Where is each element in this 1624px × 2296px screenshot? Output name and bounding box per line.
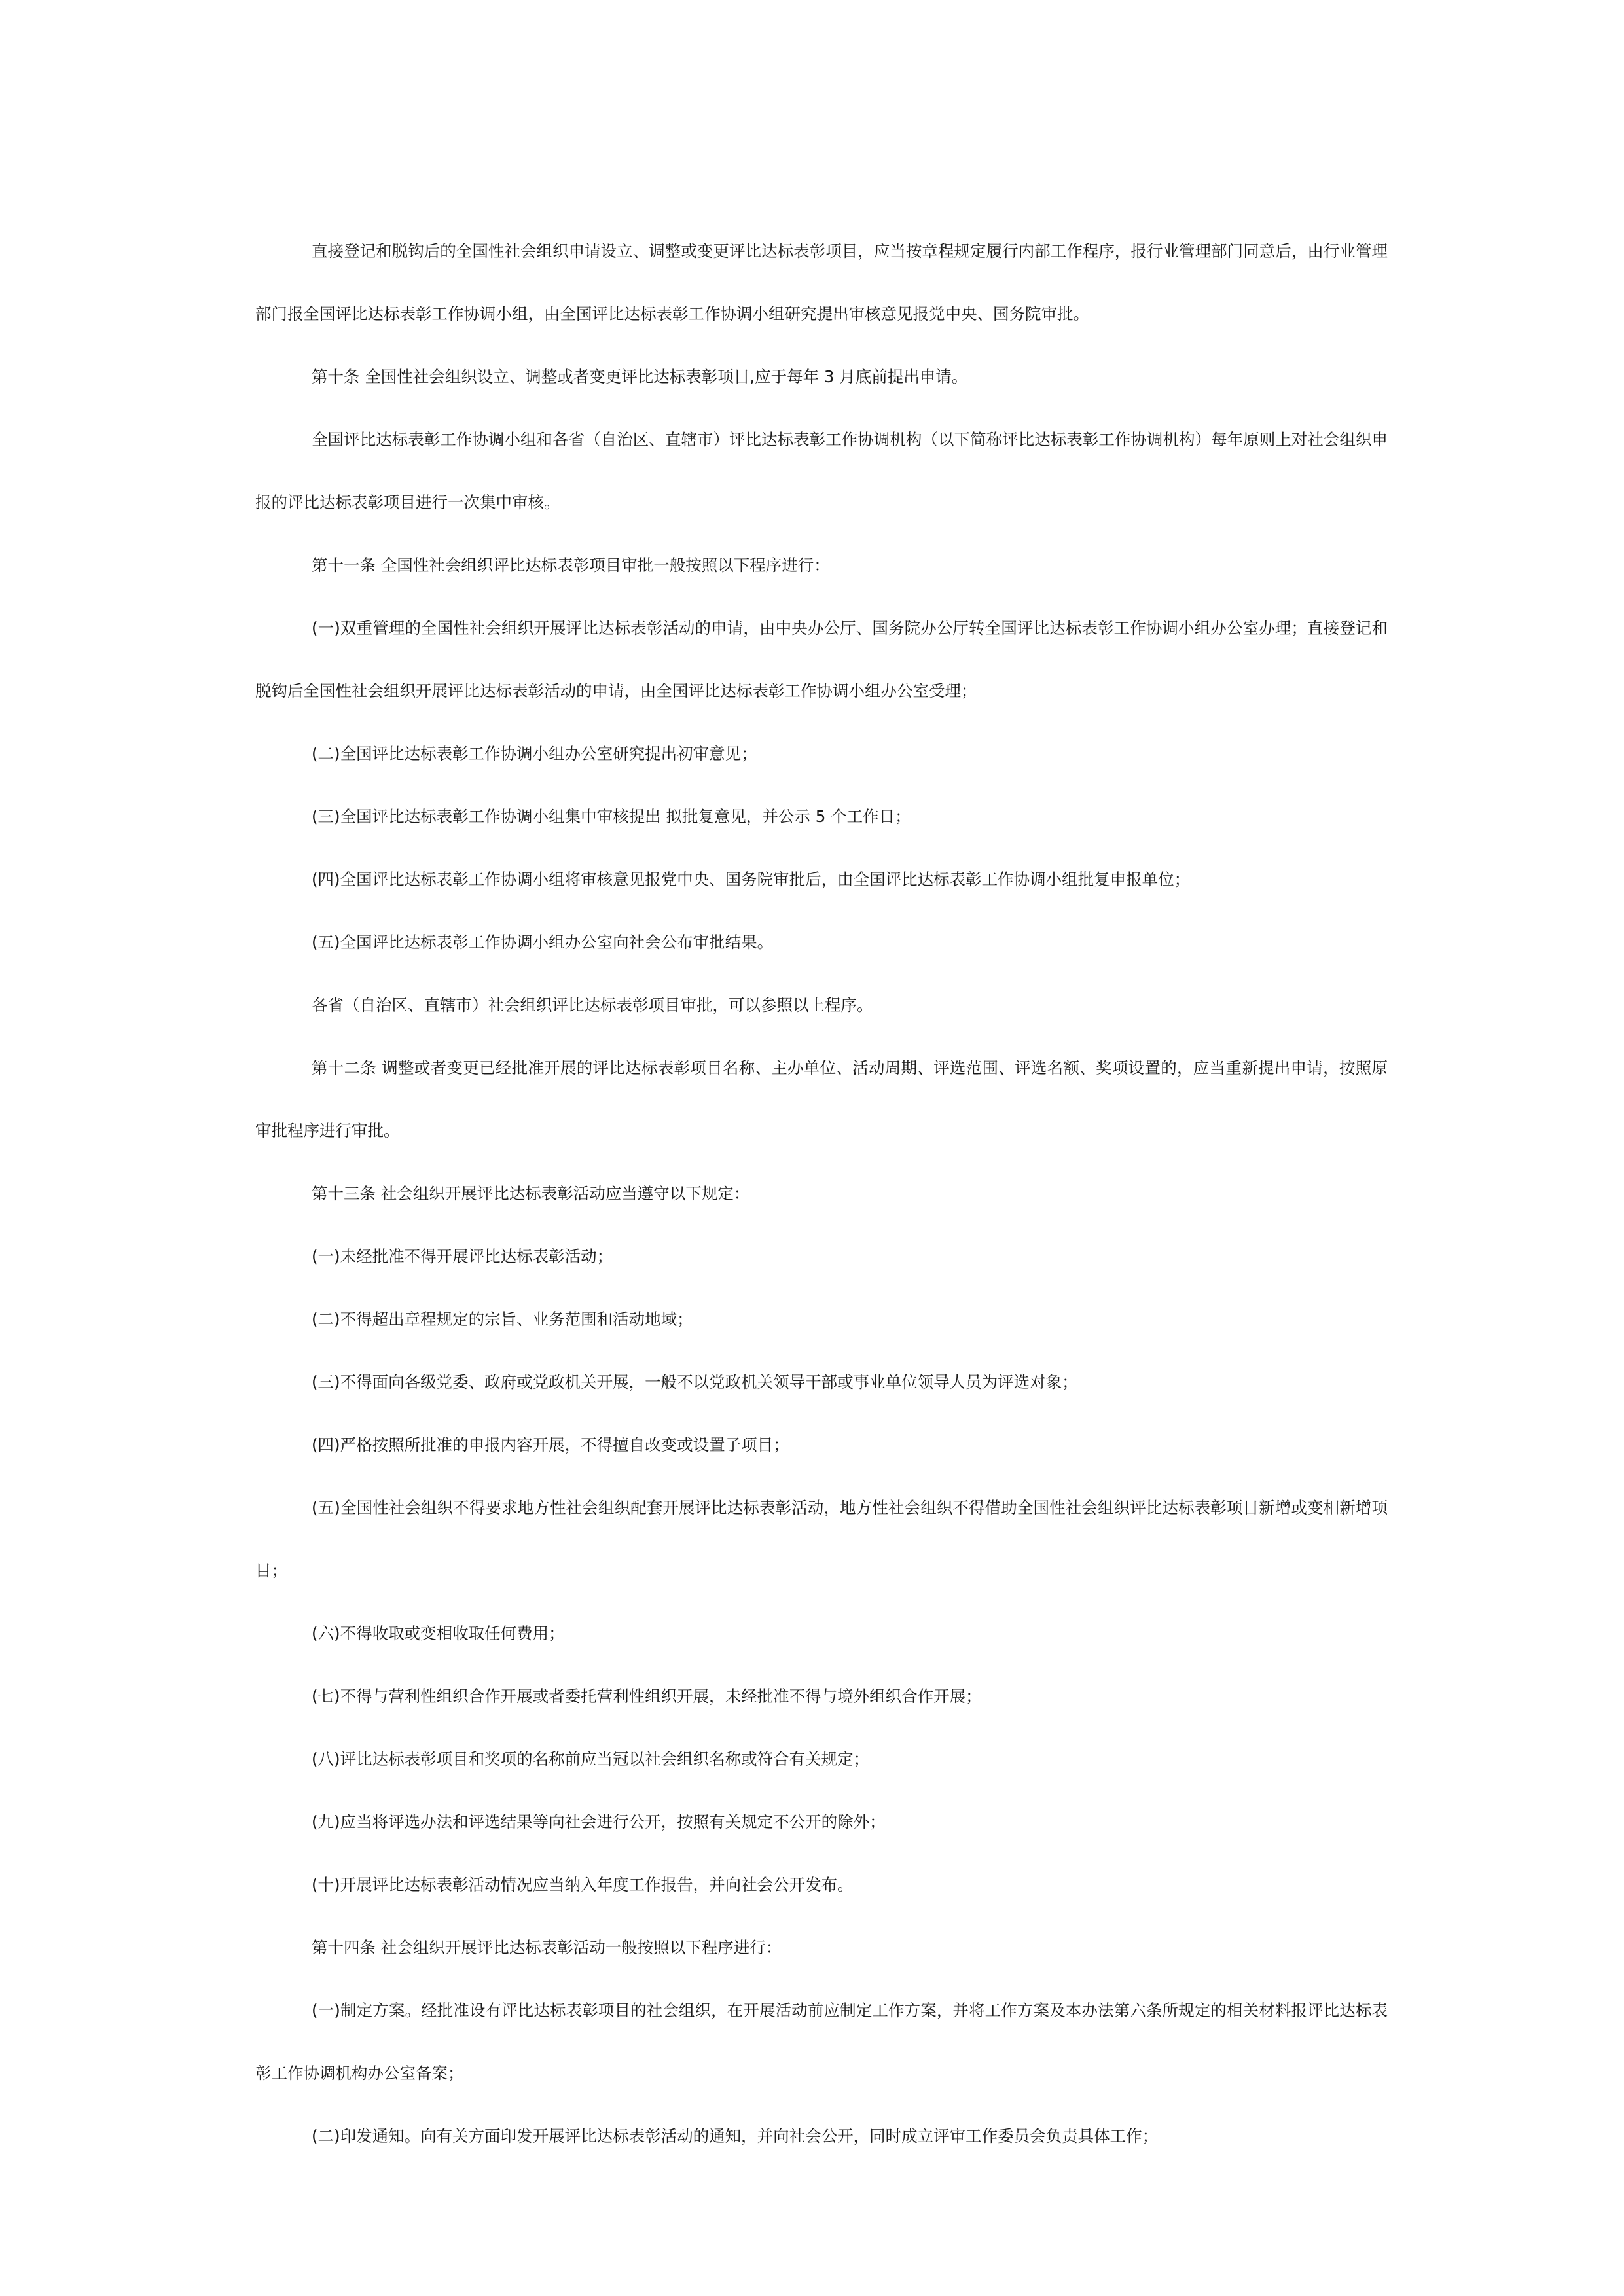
paragraph: 第十条 全国性社会组织设立、调整或者变更评比达标表彰项目,应于每年 3 月底前提出申请。 <box>312 367 968 386</box>
paragraph: (二)全国评比达标表彰工作协调小组办公室研究提出初审意见； <box>312 744 757 763</box>
paragraph: (一)双重管理的全国性社会组织开展评比达标表彰活动的申请，由中央办公厅、国务院办公厅转全国评比达标表彰工作协调小组办公室办理；直接登记和脱钩后全国性社会组织开展评比达标表彰活动的申请，由全国评比达标表彰工作协调小组办公室受理； <box>255 619 1388 700</box>
paragraph: (十)开展评比达标表彰活动情况应当纳入年度工作报告，并向社会公开发布。 <box>312 1875 854 1894</box>
paragraph: (五)全国性社会组织不得要求地方性社会组织配套开展评比达标表彰活动，地方性社会组织不得借助全国性社会组织评比达标表彰项目新增或变相新增项目； <box>255 1498 1388 1580</box>
paragraph: (一)制定方案。经批准设有评比达标表彰项目的社会组织，在开展活动前应制定工作方案，并将工作方案及本办法第六条所规定的相关材料报评比达标表彰工作协调机构办公室备案； <box>255 2001 1388 2083</box>
paragraph: 第十四条 社会组织开展评比达标表彰活动一般按照以下程序进行： <box>312 1938 782 1957</box>
paragraph: 各省（自治区、直辖市）社会组织评比达标表彰项目审批，可以参照以上程序。 <box>312 996 873 1014</box>
paragraph: (三)不得面向各级党委、政府或党政机关开展，一般不以党政机关领导干部或事业单位领导人员为评选对象； <box>312 1372 1078 1391</box>
paragraph: (五)全国评比达标表彰工作协调小组办公室向社会公布审批结果。 <box>312 933 774 952</box>
paragraph: (七)不得与营利性组织合作开展或者委托营利性组织开展，未经批准不得与境外组织合作开展； <box>312 1687 982 1706</box>
paragraph: 第十二条 调整或者变更已经批准开展的评比达标表彰项目名称、主办单位、活动周期、评选范围、评选名额、奖项设置的，应当重新提出申请，按照原审批程序进行审批。 <box>255 1058 1388 1140</box>
paragraph: (六)不得收取或变相收取任何费用； <box>312 1624 565 1643</box>
paragraph: 第十三条 社会组织开展评比达标表彰活动应当遵守以下规定： <box>312 1184 750 1203</box>
document-body <box>255 220 1388 2168</box>
paragraph: (四)全国评比达标表彰工作协调小组将审核意见报党中央、国务院审批后，由全国评比达标表彰工作协调小组批复申报单位； <box>312 870 1191 889</box>
paragraph: 直接登记和脱钩后的全国性社会组织申请设立、调整或变更评比达标表彰项目，应当按章程规定履行内部工作程序，报行业管理部门同意后，由行业管理部门报全国评比达标表彰工作协调小组，由全国评比达标表彰工作协调小组研究提出审核意见报党中央、国务院审批。 <box>255 242 1388 323</box>
paragraph: (四)严格按照所批准的申报内容开展，不得擅自改变或设置子项目； <box>312 1435 789 1454</box>
paragraph: (三)全国评比达标表彰工作协调小组集中审核提出 拟批复意见，并公示 5 个工作日； <box>312 807 911 826</box>
paragraph: 第十一条 全国性社会组织评比达标表彰项目审批一般按照以下程序进行： <box>312 556 830 575</box>
paragraph: (九)应当将评选办法和评选结果等向社会进行公开，按照有关规定不公开的除外； <box>312 1812 886 1831</box>
paragraph: (二)印发通知。向有关方面印发开展评比达标表彰活动的通知，并向社会公开，同时成立评审工作委员会负责具体工作； <box>312 2126 1159 2145</box>
paragraph: (一)未经批准不得开展评比达标表彰活动； <box>312 1247 613 1266</box>
paragraph: (二)不得超出章程规定的宗旨、业务范围和活动地域； <box>312 1310 693 1329</box>
paragraph: (八)评比达标表彰项目和奖项的名称前应当冠以社会组织名称或符合有关规定； <box>312 1749 870 1768</box>
paragraph: 全国评比达标表彰工作协调小组和各省（自治区、直辖市）评比达标表彰工作协调机构（以下简称评比达标表彰工作协调机构）每年原则上对社会组织申报的评比达标表彰项目进行一次集中审核。 <box>255 430 1388 512</box>
